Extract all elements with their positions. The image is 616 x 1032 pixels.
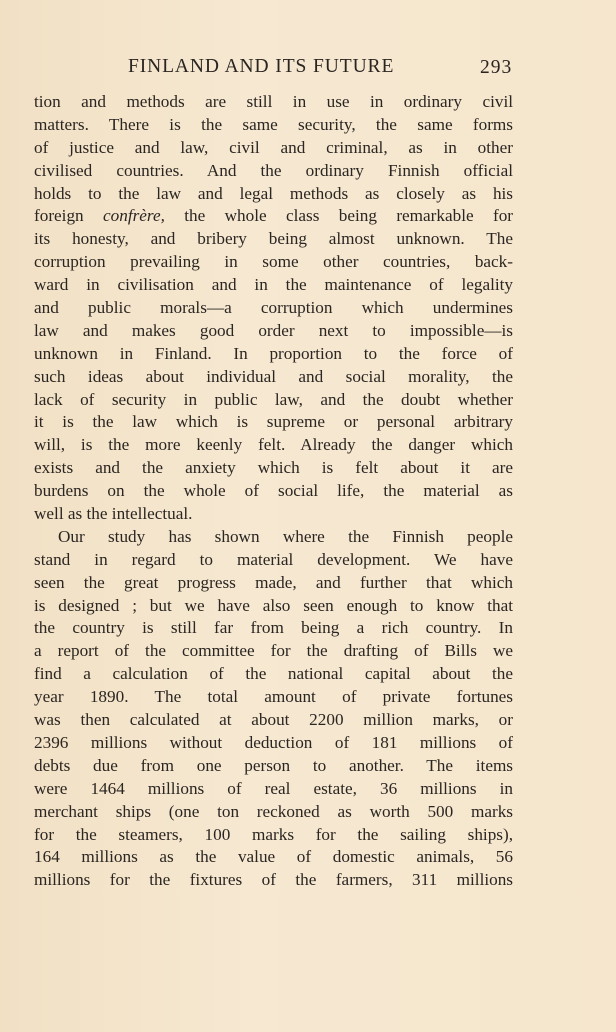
page-number: 293 — [480, 57, 513, 78]
text-line: matters. There is the same security, the same forms — [34, 114, 513, 134]
running-head — [0, 56, 616, 82]
text-line: law and makes good order next to impossible—is — [34, 320, 513, 340]
text-line: well as the intellectual. — [34, 504, 193, 524]
text-line: were 1464 millions of real estate, 36 millions in — [34, 778, 513, 798]
text-line: exists and the anxiety which is felt about it are — [34, 458, 513, 478]
text-line: is designed ; but we have also seen enough to know that — [34, 595, 513, 615]
text-line: year 1890. The total amount of private fortunes — [34, 687, 513, 707]
text-line: tion and methods are still in use in ordinary civil — [34, 92, 513, 111]
body-text — [34, 91, 513, 892]
text-line: Our study has shown where the Finnish people — [58, 526, 513, 546]
running-title: FINLAND AND ITS FUTURE — [128, 56, 395, 77]
text-line: ward in civilisation and in the maintenance of legality — [34, 275, 513, 295]
text-line: its honesty, and bribery being almost unknown. The — [34, 229, 513, 249]
text-line: it is the law which is supreme or personal arbitrary — [34, 412, 513, 432]
text-line: of justice and law, civil and criminal, as in other — [34, 137, 513, 157]
text-line: merchant ships (one ton reckoned as worth 500 marks — [34, 801, 513, 821]
text-line: lack of security in public law, and the doubt whether — [34, 389, 513, 409]
text-line: was then calculated at about 2200 million marks, or — [34, 710, 513, 730]
text-run: foreign — [34, 206, 84, 226]
text-line: corruption prevailing in some other countries, back- — [34, 252, 513, 272]
text-line: seen the great progress made, and further that which — [34, 572, 513, 592]
text-line: millions for the fixtures of the farmers, 311 millions — [34, 870, 513, 890]
text-run: the whole class being remarkable for — [184, 206, 514, 226]
text-line: unknown in Finland. In proportion to the force of — [34, 343, 513, 363]
text-line: the country is still far from being a rich country. In — [34, 618, 513, 638]
text-line: will, is the more keenly felt. Already the danger which — [34, 435, 513, 455]
text-line: burdens on the whole of social life, the material as — [34, 481, 513, 501]
text-line: civilised countries. And the ordinary Finnish official — [34, 160, 513, 180]
text-line: stand in regard to material development. We have — [34, 549, 513, 569]
text-line: a report of the committee for the drafting of Bills we — [34, 641, 513, 661]
text-line: 2396 millions without deduction of 181 millions of — [34, 732, 513, 752]
text-line: for the steamers, 100 marks for the sailing ships), — [34, 824, 513, 844]
text-line: debts due from one person to another. The items — [34, 755, 513, 775]
text-line: 164 millions as the value of domestic animals, 56 — [34, 847, 513, 867]
text-line: find a calculation of the national capital about the — [34, 664, 513, 684]
text-line: holds to the law and legal methods as closely as his — [34, 183, 513, 203]
text-line: such ideas about individual and social morality, the — [34, 366, 513, 386]
text-line: and public morals—a corruption which undermines — [34, 298, 513, 318]
italic-term: confrère, — [103, 206, 165, 226]
text-line — [34, 205, 513, 228]
